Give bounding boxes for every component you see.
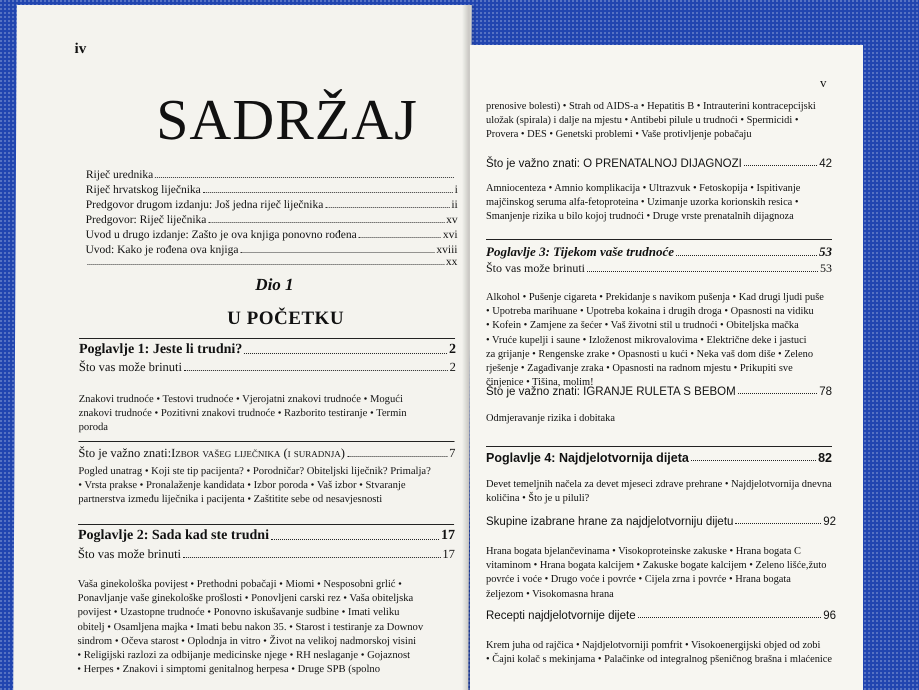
subsection-entry: Što vas može brinuti 17 [77,547,455,561]
page-number: v [820,75,827,90]
front-matter-item: Riječ hrvatskog liječnika i [85,184,458,196]
know-entry: Što je važno znati: IGRANJE RULETA S BEBOM 78 [486,386,832,398]
topic-list: Znakovi trudnoće • Testovi trudnoće • Vjerojatni znakovi trudnoće • Mogući znakovi trudnoće • Pozitivni znakovi trudnoće • Razborito testiranje • Termin poroda [78,394,407,434]
front-matter-item: Predgovor: Riječ liječnika xv [85,214,458,226]
divider [486,239,832,240]
page-title: SADRŽAJ [156,87,418,152]
front-matter-item: Uvod u drugo izdanje: Zašto je ova knjiga ponovno rođena xvi [85,229,458,241]
page-number: iv [74,41,87,57]
topic-list: Hrana bogata bjelančevinama • Visokoproteinske zakuske • Hrana bogata C vitaminom • Hrana bogata kalcijem • Zakuske bogate kalcijem • Zeleno lišće,žuto povrće i voće • Drugo voće i povrće • Cijela zrna i povrće • Hrana bogata željezom • Visokomasna hrana [486,546,827,600]
front-matter-item: xx [85,255,457,269]
know-entry: Što je važno znati: O PRENATALNOJ DIJAGNOZI 42 [486,158,832,170]
part-label: Dio 1 [255,275,294,294]
chapter-entry: Poglavlje 1: Jeste li trudni? 2 [78,342,457,357]
subsection-entry: Što vas može brinuti 53 [486,261,832,275]
topic-list: Vaša ginekološka povijest • Prethodni pobačaji • Miomi • Nesposobni grlić • Ponavljanje vaše ginekološke prošlosti • Ponovljeni carski rez • Vaša obiteljska povijest • Uzastopne trudnoće • Ponovno iskušavanje sudbine • Imati veliku obitelj • Osamljena majka • Imati bebu nakon 35. • Starost i testiranje za Downov sindrom • Očeva starost • Oplodnja in vitro • Život na velikoj nadmorskoj visini • Religijski razlozi za odbijanje medicinske njege • RH neslaganje • Gojaznost • Herpes • Znakovi i simptomi genitalnog herpesa • Druge SPB (spolno [77,579,424,676]
section-entry: Skupine izabrane hrane za najdjelotvorniju dijetu 92 [486,516,836,528]
topic-list: Amniocenteza • Amnio komplikacija • Ultrazvuk • Fetoskopija • Ispitivanje majčinskog seruma alfa-fetoproteina • Uzimanje uzorka korionskih resica • Smanjenje rizika u bilo kojoj trudnoći • Druge vrste prenatalnih dijagnoza [486,183,801,223]
section-entry: Recepti najdjelotvornije dijete 96 [486,610,836,622]
topic-list: Devet temeljnih načela za devet mjeseci zdrave prehrane • Najdjelotvornija dnevna količina • Što je u piluli? [486,479,832,505]
right-page [470,45,863,690]
topic-list: Alkohol • Pušenje cigareta • Prekidanje s navikom pušenja • Kad drugi ljudi puše • Upotreba marihuane • Upotreba kokaina i drugih droga • Opasnosti na vidiku • Kofein • Zamjene za šećer • Vaš životni stil u trudnoći • Obiteljska mačka • Vruće kupelji i saune • Izloženost mikrovalovima • Električne deke i jastuci za grijanje • Rengenske zrake • Opasnosti u kući • Neka vaš dom diše • Zeleno rješenje • Zagađivanje zraka • Opasnosti na radnom mjestu • Prikupiti sve činjenice • Tišina, molim! [486,292,824,389]
front-matter-item: Uvod: Kako je rođena ova knjiga xviii [85,244,458,256]
divider [486,446,832,447]
topic-list: prenosive bolesti) • Strah od AIDS-a • Hepatitis B • Intrauterini kontracepcijski uložak (spirala) i dalje na mjestu • Antibebi pilule u trudnoći • Spermicidi • Provera • DES • Genetski problemi • Vaše protivljenje pobačaju [486,101,816,141]
left-page [13,5,472,690]
chapter-entry: Poglavlje 2: Sada kad ste trudni 17 [77,528,456,543]
know-entry: Što je važno znati: Izbor vašeg liječnika (i suradnja) 7 [78,446,456,460]
topic-list: Krem juha od rajčica • Najdjelotvorniji pomfrit • Visokoenergijski objed od zobi • Čajni kolač s mekinjama • Palačinke od integralnog pšeničnog brašna i mlaćenice [486,640,833,666]
subsection-entry: Što vas može brinuti 2 [78,360,456,374]
part-title: U POČETKU [227,308,345,329]
topic-list: Pogled unatrag • Koji ste tip pacijenta? • Porodničar? Obiteljski liječnik? Primalja? • Vrsta prakse • Pronalaženje kandidata • Izbor poroda • Vaš izbor • Stvaranje partnerstva između liječnika i pacijenta • Zaštitite sebe od nesavjesnosti [78,466,431,506]
chapter-entry: Poglavlje 3: Tijekom vaše trudnoće 53 [486,244,832,259]
divider [79,441,455,442]
front-matter-item: Predgovor drugom izdanju: Još jedna riječ liječnika ii [85,199,458,211]
chapter-entry: Poglavlje 4: Najdjelotvornija dijeta 82 [486,451,832,465]
divider [79,338,455,339]
front-matter-item: Riječ urednika [86,168,456,182]
divider [78,524,454,525]
topic-list: Odmjeravanje rizika i dobitaka [486,413,615,424]
